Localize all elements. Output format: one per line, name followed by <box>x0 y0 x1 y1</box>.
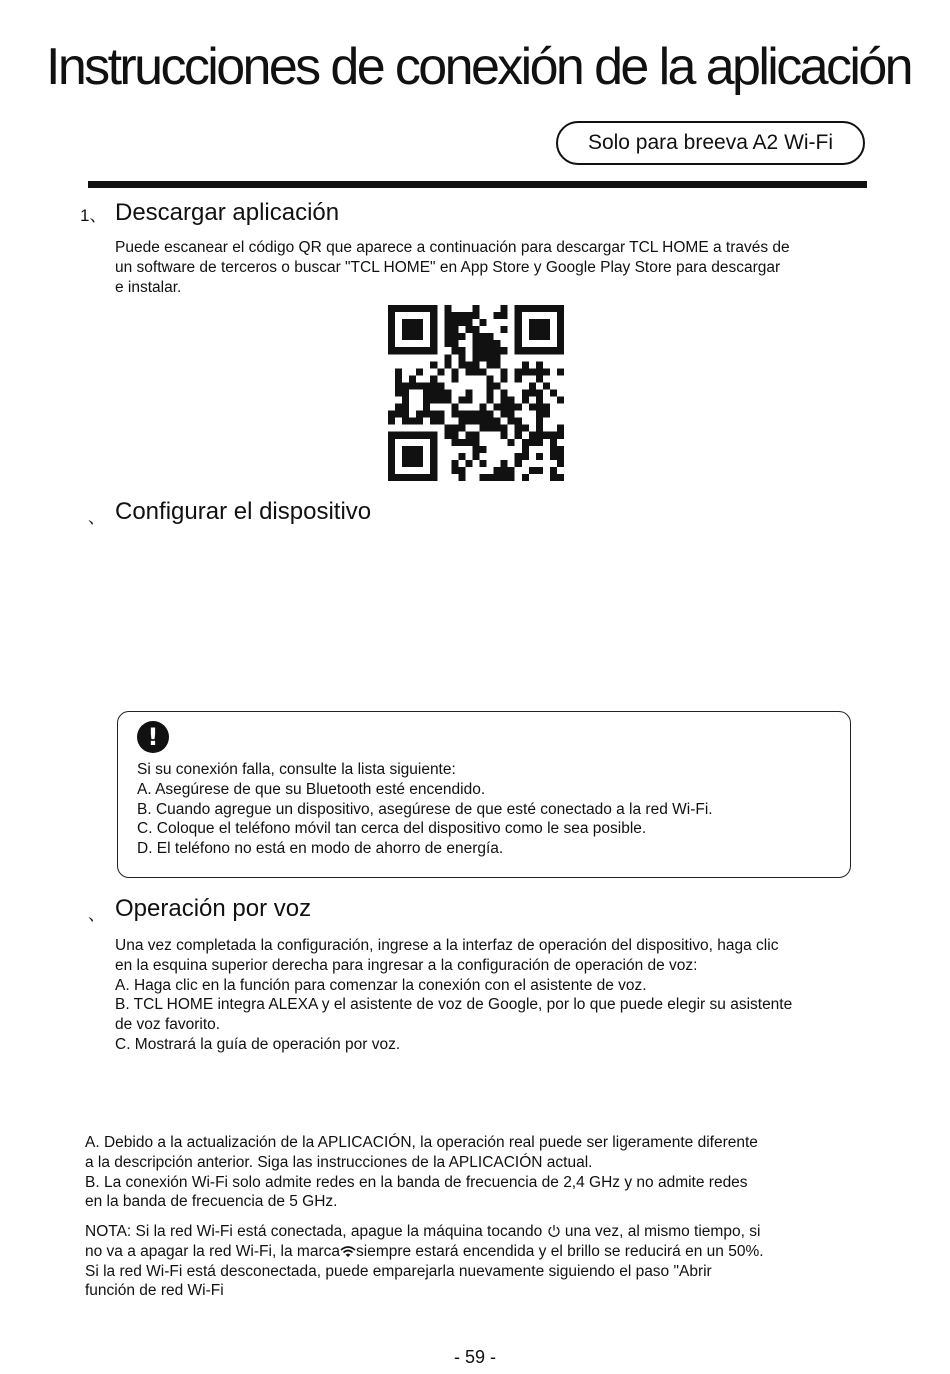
section-title-configure: Configurar el dispositivo <box>115 498 372 525</box>
power-icon <box>547 1224 561 1238</box>
section-number: 、 <box>88 508 105 527</box>
warning-line: Si su conexión falla, consulte la lista siguiente: <box>137 761 456 778</box>
page-number: - 59 - <box>453 1347 496 1367</box>
paragraph-line: en la esquina superior derecha para ingresar a la configuración de operación de voz: <box>115 956 698 974</box>
footnote-line: A. Debido a la actualización de la APLICACIÓN, la operación real puede ser ligeramente diferente <box>85 1134 758 1151</box>
note-line: Si la red Wi-Fi está desconectada, puede emparejarla nuevamente siguiendo el paso "Abrir <box>85 1262 712 1280</box>
model-badge-label: Solo para breeva A2 Wi-Fi <box>587 131 834 154</box>
warning-line: C. Coloque el teléfono móvil tan cerca del dispositivo como le sea posible. <box>137 820 647 838</box>
footnotes <box>85 1133 758 1212</box>
wifi-icon <box>340 1245 356 1258</box>
paragraph-line: Puede escanear el código QR que aparece a continuación para descargar TCL HOME a través de <box>115 239 790 256</box>
page-title: Instrucciones de conexión de la aplicación <box>46 38 911 96</box>
section-download-text <box>115 238 790 297</box>
paragraph-line: e instalar. <box>115 278 182 296</box>
paragraph-line: A. Haga clic en la función para comenzar la conexión con el asistente de voz. <box>115 976 647 994</box>
warning-line: D. El teléfono no está en modo de ahorro de energía. <box>137 840 504 858</box>
section-download <box>80 201 106 226</box>
paragraph-line: un software de terceros o buscar "TCL HOME" en App Store y Google Play Store para descargar <box>115 258 781 276</box>
note <box>85 1222 764 1301</box>
note-line: NOTA: Si la red Wi-Fi está conectada, apague la máquina tocando una vez, al mismo tiempo, si <box>85 1223 761 1240</box>
paragraph-line: B. TCL HOME integra ALEXA y el asistente de voz de Google, por lo que puede elegir su asistente <box>115 996 793 1014</box>
paragraph-line: Una vez completada la configuración, ingrese a la interfaz de operación del dispositivo, haga clic <box>115 937 779 954</box>
note-line: no va a apagar la red Wi-Fi, la marca siempre estará encendida y el brillo se reducirá en un 50%. <box>85 1242 764 1260</box>
footnote-line: a la descripción anterior. Siga las instrucciones de la APLICACIÓN actual. <box>85 1153 593 1171</box>
footnote-line: B. La conexión Wi-Fi solo admite redes en la banda de frecuencia de 2,4 GHz y no admite redes <box>85 1173 748 1191</box>
section-voice-text <box>115 936 792 1055</box>
paragraph-line: C. Mostrará la guía de operación por voz. <box>115 1035 401 1053</box>
paragraph-line: de voz favorito. <box>115 1016 221 1034</box>
title-divider <box>88 181 867 188</box>
footnote-line: en la banda de frecuencia de 5 GHz. <box>85 1193 338 1211</box>
exclamation-icon: ! <box>137 721 169 753</box>
warning-line: B. Cuando agregue un dispositivo, asegúrese de que esté conectado a la red Wi-Fi. <box>137 800 713 818</box>
warning-line: A. Asegúrese de que su Bluetooth esté encendido. <box>137 780 486 798</box>
model-badge <box>556 121 865 165</box>
warning-text <box>137 760 713 859</box>
qr-code <box>388 305 564 481</box>
section-title-voice: Operación por voz <box>115 895 312 922</box>
section-number: 1、 <box>80 206 107 225</box>
section-number: 、 <box>88 905 105 924</box>
section-title-download: Descargar aplicación <box>115 199 340 226</box>
note-line: función de red Wi-Fi <box>85 1282 224 1300</box>
